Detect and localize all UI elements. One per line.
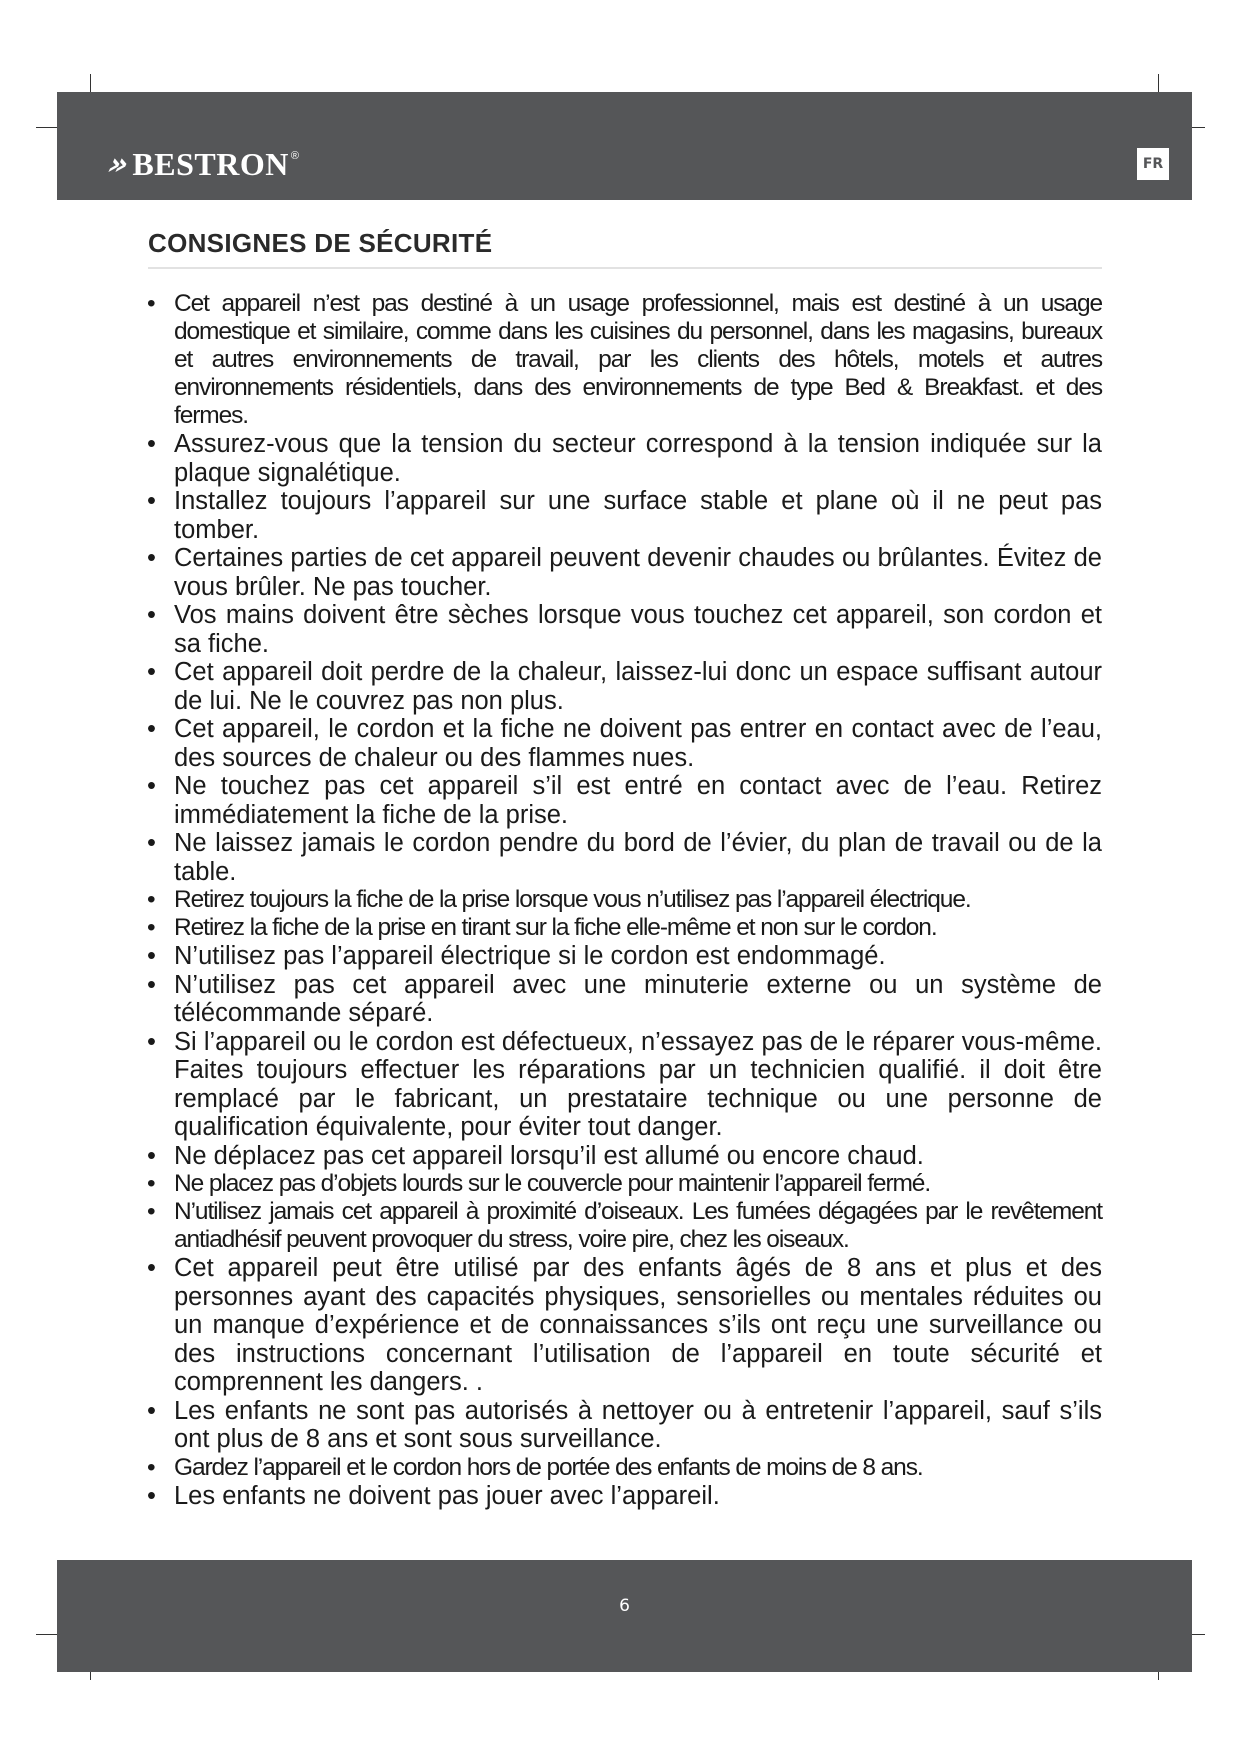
list-item: • Cet appareil, le cordon et la fiche ne doivent pas entrer en contact avec de l’eau, des sources de chaleur ou des flammes nues. — [142, 715, 1102, 772]
safety-instructions — [142, 290, 1102, 1510]
chevron-logo-icon: » — [100, 146, 131, 182]
list-item: • Si l’appareil ou le cordon est défectueux, n’essayez pas de le réparer vous-même. Faites toujours effectuer les réparations par un technicien qualifié. il doit être remplacé par le fabricant, un prestataire technique ou une personne de qualification équivalente, pour éviter tout danger. — [142, 1028, 1102, 1142]
list-item: • Certaines parties de cet appareil peuvent devenir chaudes ou brûlantes. Évitez de vous brûler. Ne pas toucher. — [142, 544, 1102, 601]
list-item: • Cet appareil peut être utilisé par des enfants âgés de 8 ans et plus et des personnes ayant des capacités physiques, sensorielles ou mentales réduites ou un manque d’expérience et de connaissances s’ils ont reçu une surveillance ou des instructions concernant l’utilisation de l’appareil en toute sécurité et comprennent les dangers. . — [142, 1254, 1102, 1397]
list-item: • Cet appareil doit perdre de la chaleur, laissez-lui donc un espace suffisant autour de lui. Ne le couvrez pas non plus. — [142, 658, 1102, 715]
list-item: • Gardez l’appareil et le cordon hors de portée des enfants de moins de 8 ans. — [142, 1454, 1102, 1482]
list-item: • Cet appareil n’est pas destiné à un usage professionnel, mais est destiné à un usage domestique et similaire, comme dans les cuisines du personnel, dans les magasins, bureaux et autres environnements de travail, par les clients des hôtels, motels et autres environnements résidentiels, dans des environnements de type Bed & Breakfast. et des fermes. — [142, 290, 1102, 430]
list-item: • Ne touchez pas cet appareil s’il est entré en contact avec de l’eau. Retirez immédiatement la fiche de la prise. — [142, 772, 1102, 829]
list-item: • N’utilisez pas l’appareil électrique si le cordon est endommagé. — [142, 942, 1102, 971]
page-number: 6 — [619, 1596, 630, 1616]
brand-name: BESTRON — [132, 145, 289, 182]
bestron-logo — [100, 144, 299, 184]
list-item: • Ne laissez jamais le cordon pendre du bord de l’évier, du plan de travail ou de la table. — [142, 829, 1102, 886]
list-item: • Les enfants ne doivent pas jouer avec l’appareil. — [142, 1482, 1102, 1511]
registered-mark: ® — [290, 150, 299, 162]
section-title: CONSIGNES DE SÉCURITÉ — [148, 228, 1102, 269]
list-item: • N’utilisez jamais cet appareil à proximité d’oiseaux. Les fumées dégagées par le revêtement antiadhésif peuvent provoquer du stress, voire pire, chez les oiseaux. — [142, 1198, 1102, 1254]
list-item: • Installez toujours l’appareil sur une surface stable et plane où il ne peut pas tomber. — [142, 487, 1102, 544]
list-item: • Assurez-vous que la tension du secteur correspond à la tension indiquée sur la plaque signalétique. — [142, 430, 1102, 487]
list-item: • Ne placez pas d’objets lourds sur le couvercle pour maintenir l’appareil fermé. — [142, 1170, 1102, 1198]
list-item: • N’utilisez pas cet appareil avec une minuterie externe ou un système de télécommande séparé. — [142, 971, 1102, 1028]
header-bar — [57, 92, 1192, 200]
list-item: • Les enfants ne sont pas autorisés à nettoyer ou à entretenir l’appareil, sauf s’ils ont plus de 8 ans et sont sous surveillance. — [142, 1397, 1102, 1454]
list-item: • Retirez la fiche de la prise en tirant sur la fiche elle-même et non sur le cordon. — [142, 914, 1102, 942]
footer-bar — [57, 1560, 1192, 1672]
bullet-list — [142, 290, 1102, 1510]
list-item: • Ne déplacez pas cet appareil lorsqu’il est allumé ou encore chaud. — [142, 1142, 1102, 1171]
language-badge: FR — [1137, 148, 1169, 180]
list-item: • Vos mains doivent être sèches lorsque vous touchez cet appareil, son cordon et sa fiche. — [142, 601, 1102, 658]
list-item: • Retirez toujours la fiche de la prise lorsque vous n’utilisez pas l’appareil électrique. — [142, 886, 1102, 914]
